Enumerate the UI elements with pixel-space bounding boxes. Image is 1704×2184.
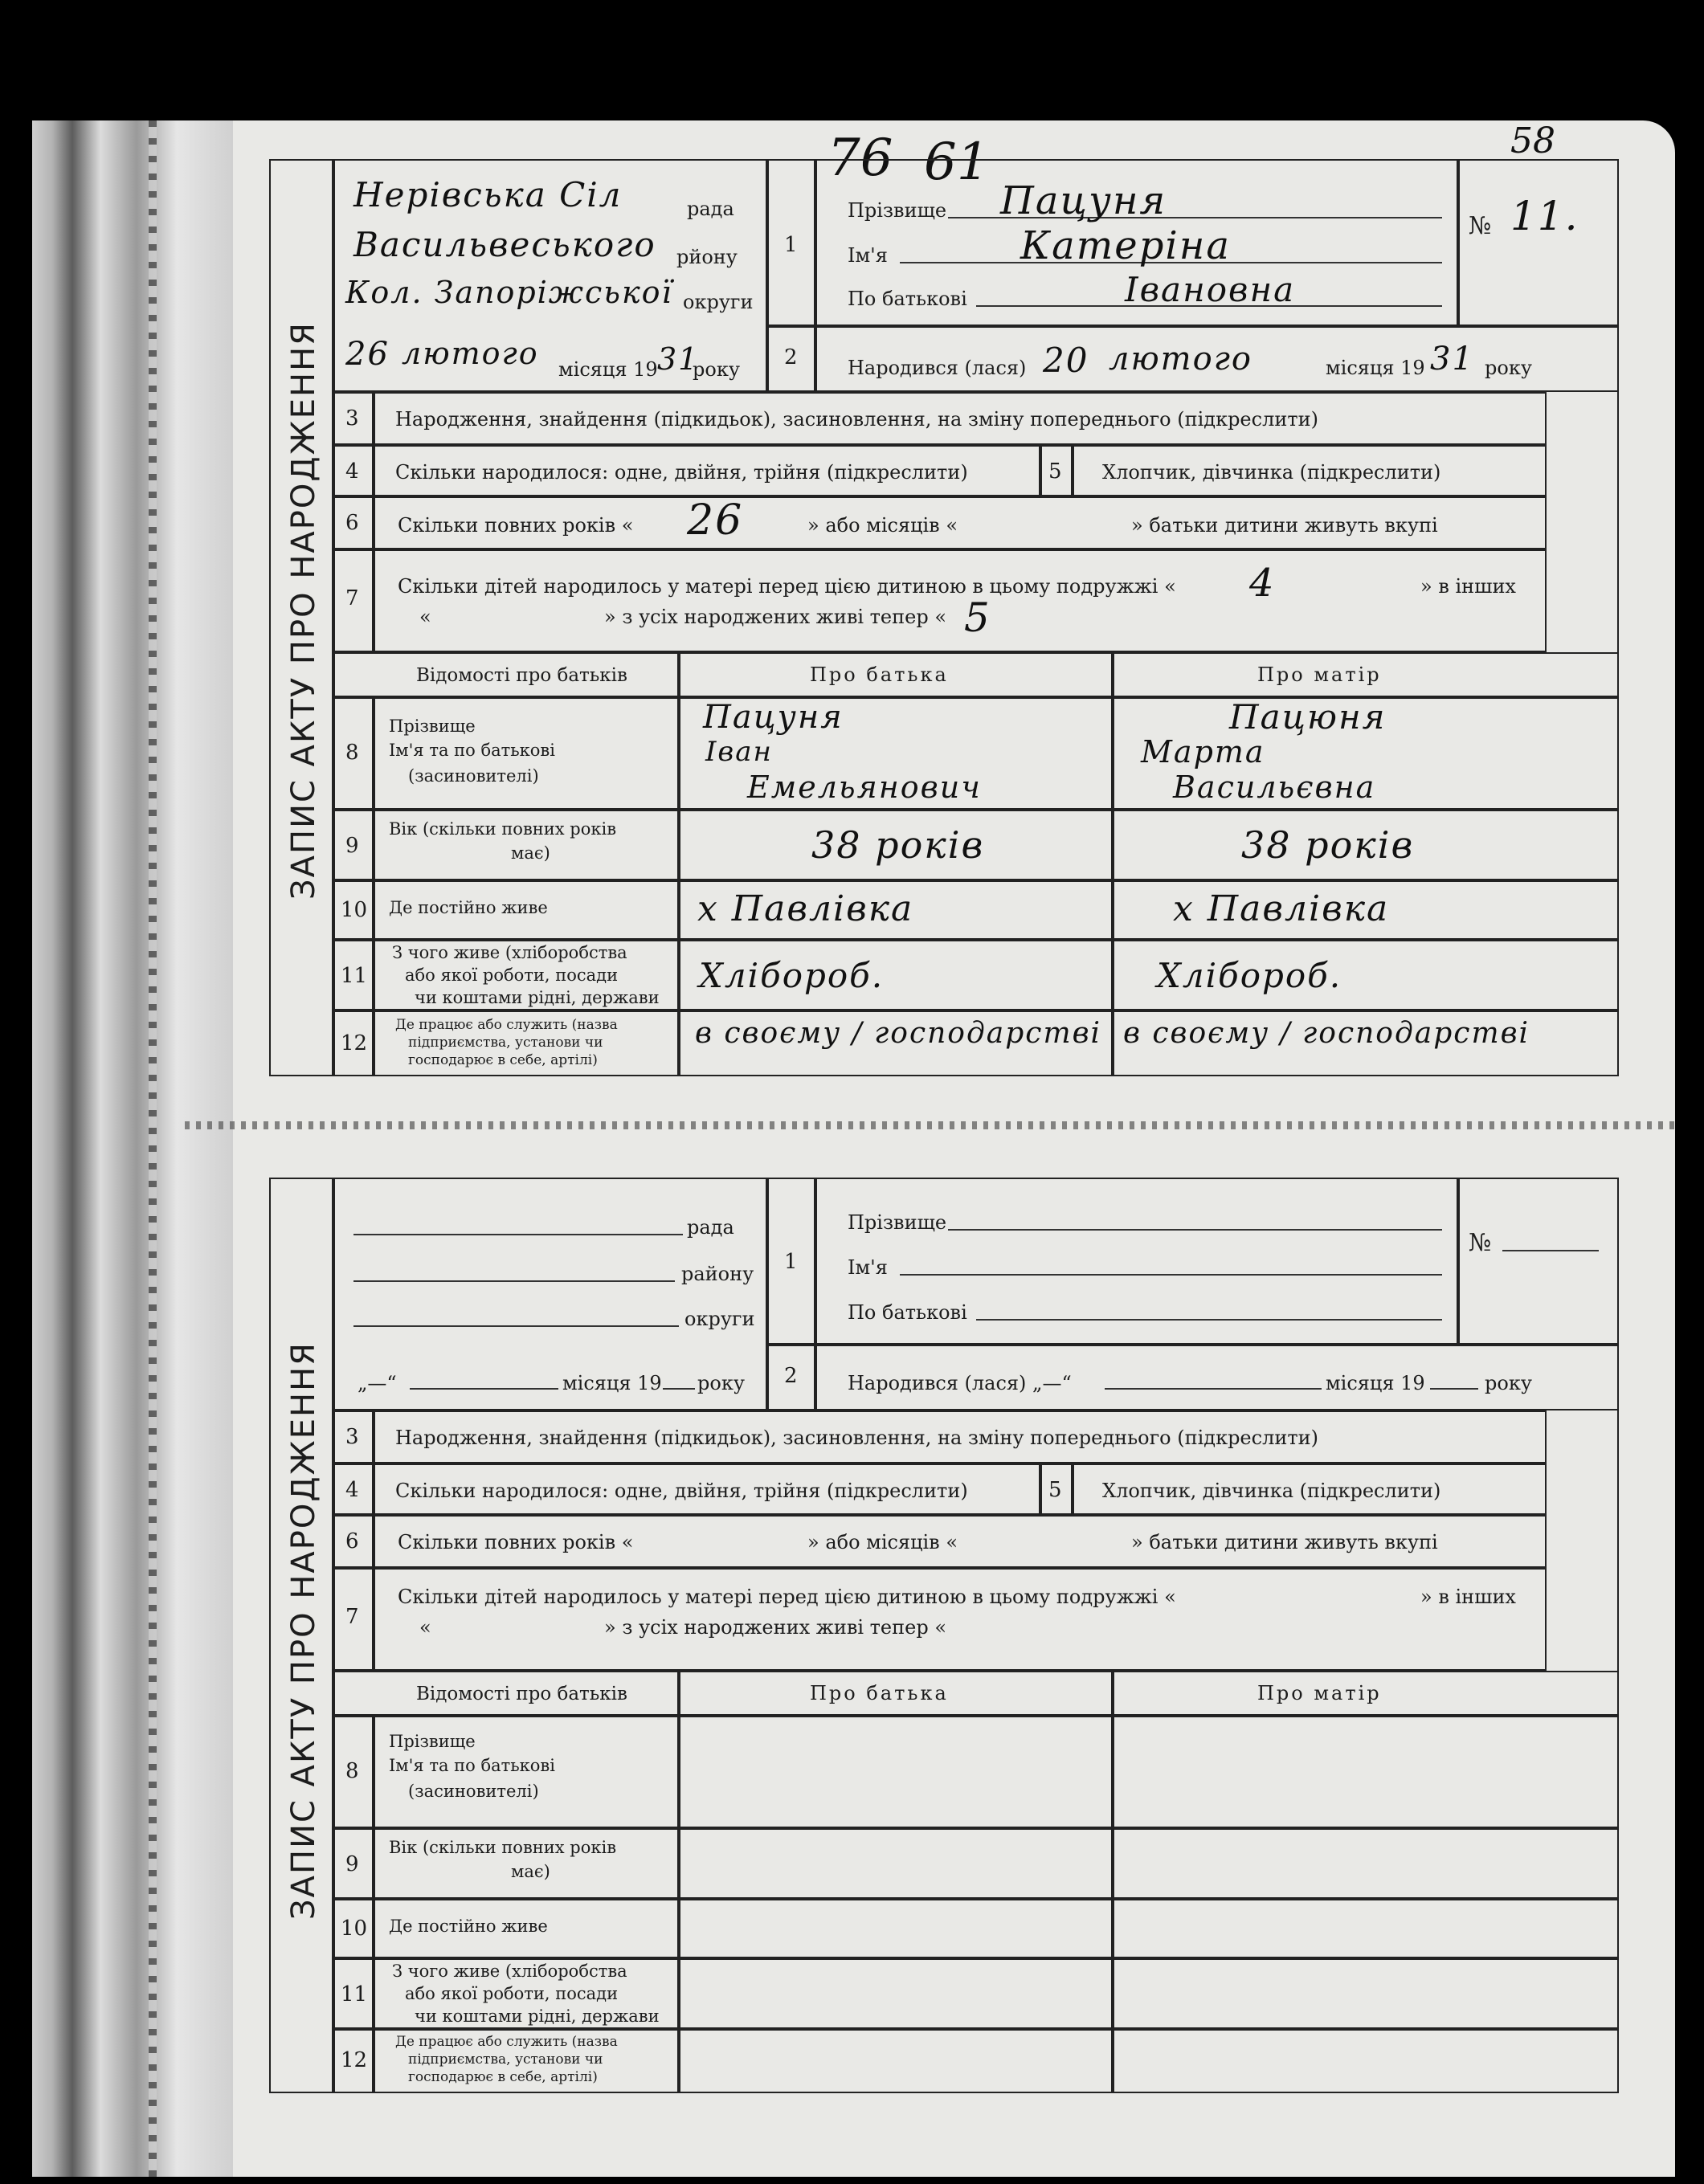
record-2-mother-header: Про матір (1257, 1682, 1382, 1704)
children-before-text-a: Скільки дітей народилось у матері перед цією дитиною в цьому подружжі « (398, 575, 1176, 598)
name-value: Катеріна (1020, 223, 1231, 268)
father-surname: Пацуня (703, 699, 844, 736)
record-2-row-7-number: 7 (345, 1605, 359, 1629)
row-11-label-line-3: чи коштами рідні, держави (415, 988, 660, 1007)
born-day: 20 (1043, 341, 1089, 380)
record-2-name-label: Ім'я (848, 1256, 888, 1279)
row-9-label-line-2: має) (511, 843, 550, 863)
raion-label: рйону (676, 246, 738, 268)
record-2-record-number-field[interactable] (1502, 1250, 1599, 1251)
okruha-value: Кол. Запоріжської (345, 275, 673, 310)
record-2-raion-field[interactable] (353, 1280, 675, 1282)
record-number-label: № (1469, 212, 1492, 240)
children-alive-value: 5 (964, 594, 991, 641)
record-2-row-8-label-line-2: Ім'я та по батькові (389, 1756, 555, 1775)
record-2-father-occupation-field[interactable] (679, 1958, 1113, 2029)
father-residence: х Павлівка (697, 888, 914, 929)
row-10-number: 10 (341, 898, 368, 922)
record-2-birth-type-text: Народження, знайдення (підкидьок), засиновлення, на зміну попереднього (підкреслити) (395, 1427, 1318, 1449)
record-2-row-12-number: 12 (341, 2048, 368, 2072)
record-2-patronymic-field[interactable] (976, 1319, 1442, 1321)
record-2-row-9-label-line-1: Вік (скільки повних років (389, 1838, 617, 1857)
record-2-row-11-label-line-1: З чого живе (хліборобства (392, 1962, 627, 1981)
record-2-born-month-label: місяця 19 (1326, 1372, 1425, 1394)
record-2-surname-field[interactable] (948, 1229, 1442, 1231)
record-2-row-6-number: 6 (345, 1529, 359, 1553)
perforation-line (185, 1121, 1679, 1129)
record-2-row-4-number: 4 (345, 1478, 359, 1502)
record-2-father-header: Про батька (810, 1682, 949, 1704)
mother-age: 38 років (1241, 823, 1415, 867)
mother-occupation: Хлібороб. (1157, 956, 1342, 995)
row-9-label-line-1: Вік (скільки повних років (389, 819, 617, 839)
father-patronymic: Емельянович (747, 770, 982, 805)
record-2-multiplicity-text: Скільки народилося: одне, двійня, трійня (підкреслити) (395, 1480, 968, 1502)
record-2-okruha-label: округи (684, 1308, 755, 1330)
binding-strip (32, 120, 233, 2177)
parents-info-header: Відомості про батьків (416, 665, 627, 686)
page-mark-top-right: 58 (1510, 120, 1555, 161)
record-2-children-alive-text: » з усіх народжених живі тепер « (604, 1616, 947, 1639)
born-year: 31 (1430, 341, 1474, 378)
mother-work: в своєму / господарстві (1123, 1017, 1530, 1050)
page-mark-top-mid: 61 (924, 133, 990, 192)
row-8-label-line-1: Прізвище (389, 716, 476, 736)
row-12-label-line-1: Де працює або служить (назва (395, 1017, 618, 1033)
row-8-number: 8 (345, 741, 359, 765)
record-2-father-residence-field[interactable] (679, 1899, 1113, 1958)
birth-type-text: Народження, знайдення (підкидьок), засиновлення, на зміну попереднього (підкреслити) (395, 408, 1318, 431)
born-label: Народився (лася) (848, 357, 1027, 379)
years-together-text-a: Скільки повних років « (398, 514, 634, 537)
rada-value: Нерівська Сіл (353, 175, 623, 214)
record-2-row-10-label: Де постійно живе (389, 1917, 548, 1936)
record-2-mother-occupation-field[interactable] (1113, 1958, 1619, 2029)
record-2-born-month-field[interactable] (1105, 1388, 1322, 1390)
surname-label: Прізвище (848, 199, 947, 222)
record-2-born-year-label: року (1485, 1372, 1532, 1394)
record-2-row-3-number: 3 (345, 1425, 359, 1449)
record-2-row-7-cell (374, 1568, 1547, 1671)
record-2-row-11-number: 11 (341, 1982, 368, 2006)
record-2-row-12-label-line-3: господарює в себе, артілі) (408, 2069, 598, 2085)
record-2-row-12-label-line-1: Де працює або служить (назва (395, 2034, 618, 2050)
record-1-side-title: ЗАПИС АКТУ ПРО НАРОДЖЕННЯ (285, 321, 322, 900)
record-2-date-year-field[interactable] (663, 1388, 695, 1390)
row-12-label-line-3: господарює в себе, артілі) (408, 1052, 598, 1068)
row-7-cell (374, 549, 1547, 652)
row-12-number: 12 (341, 1031, 368, 1055)
children-before-text-b: » в інших (1420, 575, 1516, 598)
surname-value: Пацуня (1000, 178, 1167, 223)
record-2-patronymic-label: По батькові (848, 1301, 967, 1324)
record-2-row-1-number: 1 (784, 1250, 798, 1274)
record-2-mother-work-field[interactable] (1113, 2029, 1619, 2093)
record-2-row-5-number: 5 (1048, 1478, 1062, 1502)
record-2-row-8-number: 8 (345, 1759, 359, 1783)
record-2-mother-name-field[interactable] (1113, 1716, 1619, 1828)
record-number-value: 11. (1510, 193, 1579, 239)
page-mark-top-left: 76 (827, 129, 893, 188)
record-2-mother-residence-field[interactable] (1113, 1899, 1619, 1958)
father-occupation: Хлібороб. (699, 956, 885, 995)
years-together-value: 26 (687, 496, 744, 545)
binding-stitching (149, 120, 157, 2177)
record-date-year: 31 (657, 341, 700, 377)
record-2-row-12-label-line-2: підприємства, установи чи (408, 2051, 603, 2068)
row-12-label-line-2: підприємства, установи чи (408, 1035, 603, 1051)
record-2-born-label: Народився (лася) „—“ (848, 1372, 1072, 1394)
record-2-row-11-label-line-2: або якої роботи, посади (405, 1984, 619, 2003)
mother-first-name: Марта (1141, 734, 1265, 770)
years-together-text-c: » батьки дитини живуть вкупі (1131, 514, 1438, 537)
record-2-record-number-cell (1458, 1178, 1619, 1345)
row-11-label-line-1: З чого живе (хліборобства (392, 943, 627, 962)
record-2-children-before-text-c: « (419, 1616, 431, 1639)
row-6-number: 6 (345, 511, 359, 535)
record-date-month: лютого (402, 336, 539, 371)
name-label: Ім'я (848, 244, 888, 267)
row-1-number: 1 (784, 233, 798, 257)
record-2-parents-info-header: Відомості про батьків (416, 1684, 627, 1704)
row-7-number: 7 (345, 586, 359, 610)
record-2-date-day: „—“ (358, 1372, 397, 1394)
row-10-label: Де постійно живе (389, 898, 548, 917)
sex-text: Хлопчик, дівчинка (підкреслити) (1102, 461, 1441, 484)
record-date-month-label: місяця 19 (558, 358, 658, 381)
row-11-label-line-2: або якої роботи, посади (405, 965, 619, 985)
record-2-sex-text: Хлопчик, дівчинка (підкреслити) (1102, 1480, 1441, 1502)
multiplicity-text: Скільки народилося: одне, двійня, трійня (підкреслити) (395, 461, 968, 484)
rada-label: рада (687, 198, 734, 220)
record-2-row-11-label-line-3: чи коштами рідні, держави (415, 2006, 660, 2026)
row-3-number: 3 (345, 406, 359, 431)
record-2-children-before-text-b: » в інших (1420, 1586, 1516, 1608)
mother-residence: х Павлівка (1173, 888, 1390, 929)
record-2-surname-label: Прізвище (848, 1211, 947, 1234)
record-date-day: 26 (345, 336, 390, 373)
record-2-father-work-field[interactable] (679, 2029, 1113, 2093)
children-alive-text: » з усіх народжених живі тепер « (604, 606, 947, 628)
patronymic-value: Івановна (1125, 270, 1296, 309)
record-2-mother-age-field[interactable] (1113, 1828, 1619, 1899)
father-work: в своєму / господарстві (695, 1017, 1102, 1050)
record-2-row-8-label-line-3: (засиновителі) (408, 1782, 539, 1801)
record-2-row-10-number: 10 (341, 1917, 368, 1941)
record-2-father-name-field[interactable] (679, 1716, 1113, 1828)
record-2-children-before-text-a: Скільки дітей народилось у матері перед цією дитиною в цьому подружжі « (398, 1586, 1176, 1608)
raion-value: Васильвеського (353, 225, 656, 264)
record-2-rada-label: рада (687, 1216, 734, 1239)
record-2-rada-field[interactable] (353, 1234, 683, 1235)
record-2-side-title: ЗАПИС АКТУ ПРО НАРОДЖЕННЯ (285, 1341, 322, 1920)
record-2-row-2-number: 2 (784, 1364, 798, 1388)
row-8-label-line-2: Ім'я та по батькові (389, 741, 555, 760)
row-5-number: 5 (1048, 459, 1062, 484)
record-2-row-9-label-line-2: має) (511, 1862, 550, 1881)
years-together-text-b: » або місяців « (807, 514, 958, 537)
record-2-born-year-field[interactable] (1430, 1388, 1478, 1390)
mother-surname: Пацюня (1229, 697, 1387, 737)
okruha-label: округи (683, 291, 754, 313)
born-month: лютого (1109, 341, 1252, 378)
patronymic-label: По батькові (848, 288, 967, 310)
mother-patronymic: Васильєвна (1173, 770, 1376, 805)
children-before-text-c: « (419, 606, 431, 628)
record-2-record-number-label: № (1469, 1229, 1492, 1257)
record-2-row-9-number: 9 (345, 1852, 359, 1876)
born-month-label: місяця 19 (1326, 357, 1425, 379)
record-2-raion-label: району (681, 1263, 754, 1285)
record-2-years-together-text-c: » батьки дитини живуть вкупі (1131, 1531, 1438, 1553)
record-2-name-field[interactable] (900, 1274, 1442, 1276)
father-age: 38 років (811, 823, 985, 867)
row-8-label-line-3: (засиновителі) (408, 766, 539, 786)
father-header: Про батька (810, 663, 949, 686)
record-date-year-label: року (693, 358, 740, 381)
father-first-name: Іван (705, 736, 773, 768)
children-before-value: 4 (1249, 561, 1276, 606)
born-year-label: року (1485, 357, 1532, 379)
record-2-years-together-text-b: » або місяців « (807, 1531, 958, 1553)
row-9-number: 9 (345, 834, 359, 858)
record-2-date-year-label: року (697, 1372, 745, 1394)
row-4-number: 4 (345, 459, 359, 484)
row-2-number: 2 (784, 345, 798, 369)
row-11-number: 11 (341, 964, 368, 988)
record-2-okruha-field[interactable] (353, 1325, 679, 1327)
record-2-father-age-field[interactable] (679, 1828, 1113, 1899)
record-2-date-month-label: місяця 19 (562, 1372, 662, 1394)
record-2-date-month-field[interactable] (410, 1388, 558, 1390)
record-2-years-together-text-a: Скільки повних років « (398, 1531, 634, 1553)
record-number-cell (1458, 159, 1619, 326)
record-2-row-8-label-line-1: Прізвище (389, 1732, 476, 1751)
mother-header: Про матір (1257, 663, 1382, 686)
